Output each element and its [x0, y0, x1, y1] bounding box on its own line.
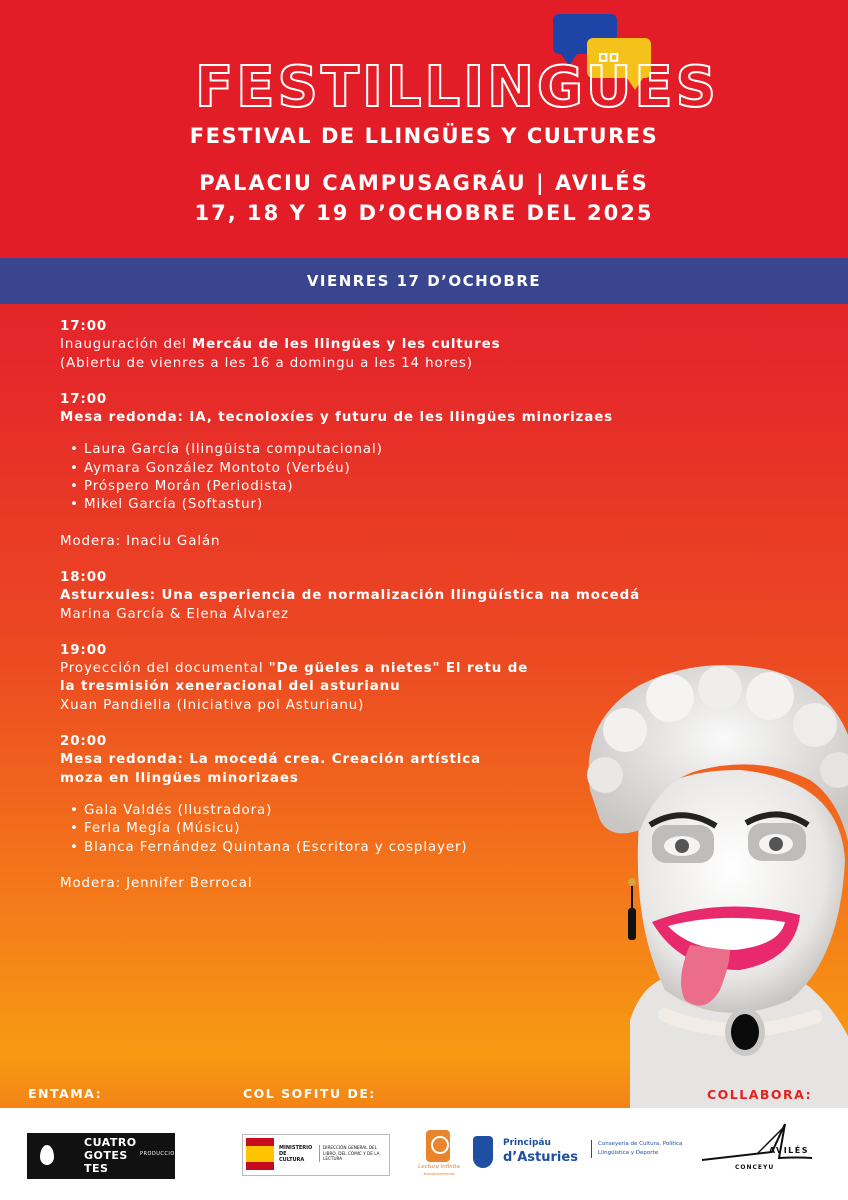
event-time: 19:00 [60, 642, 108, 658]
day-band: VIENRES 17 D’OCHOBRE [0, 258, 848, 304]
list-item: • Laura García (llingüista computacional) [70, 441, 700, 459]
dates: 17, 18 Y 19 D’OCHOBRE DEL 2025 [194, 201, 654, 225]
moderator: Modera: Inaciu Galán [60, 533, 221, 549]
cg-line: GOTES [84, 1149, 128, 1162]
principau-asturies-logo [473, 1134, 683, 1174]
moderator: Modera: Jennifer Berrocal [60, 875, 253, 891]
event-highlight: "De güeles a nietes" El retu de [268, 661, 529, 677]
event-title: Mesa redonda: IA, tecnoloxíes y futuru de les llingües minorizaes [60, 410, 614, 426]
event-line [60, 336, 700, 354]
lectura-infinita-icon [426, 1130, 450, 1162]
lectura-infinita-logo [418, 1130, 460, 1186]
drop-icon [40, 1145, 54, 1165]
festival-logo: FESTILLINGÜES [195, 55, 719, 120]
venue: PALACIU CAMPUSAGRÁU | AVILÉS [199, 171, 649, 195]
event-2 [60, 391, 700, 551]
event-presenters: Xuan Pandiella (Iniciativa pol Asturianu) [60, 697, 365, 713]
event-title: moza en llingües minorizaes [60, 770, 299, 786]
entama-label: ENTAMA: [28, 1086, 103, 1101]
festival-name: FESTIVAL DE LLINGÜES Y CULTURES [189, 124, 659, 148]
event-1 [60, 318, 700, 373]
event-line: (Abiertu de vienres a les 16 a domingu a les 14 hores) [60, 355, 473, 371]
lectura-infinita-tag: #porqueleeremos [423, 1172, 455, 1176]
list-item: • Blanca Fernández Quintana (Escritora y cosplayer) [70, 839, 700, 857]
producciones-text: PRODUCCIONES [140, 1151, 187, 1157]
event-time: 17:00 [60, 319, 108, 334]
lectura-infinita-text: Lectura Infinita [418, 1164, 460, 1170]
list-item: • Próspero Morán (Periodista) [70, 478, 700, 496]
cuatro-gotes-text [84, 1136, 137, 1175]
collabora-label: COLLABORA: [707, 1087, 813, 1102]
cg-line: TES [84, 1162, 109, 1175]
aviles-text: AVILÉS [768, 1146, 809, 1155]
event-text: Inauguración del [60, 337, 192, 353]
list-item: • Mikel García (Softastur) [70, 496, 700, 514]
event-title: Mesa redonda: La mocedá crea. Creación artística [60, 752, 482, 768]
cg-line: CUATRO [84, 1136, 137, 1149]
conceyu-text: CONCEYU [735, 1164, 775, 1171]
spain-coat-of-arms-icon [246, 1138, 274, 1170]
asturies-line2: d’Asturies [503, 1150, 578, 1165]
list-item: • Gala Valdés (Ilustradora) [70, 802, 700, 820]
event-3 [60, 569, 700, 624]
asturies-seal-icon [473, 1136, 493, 1168]
event-line: la tresmisión xeneracional del asturianu [60, 679, 401, 695]
cuatro-gotes-logo [27, 1133, 187, 1179]
asturies-line1: Principáu [503, 1138, 551, 1148]
event-presenters: Marina García & Elena Álvarez [60, 606, 289, 622]
sofitu-label: COL SOFITU DE: [243, 1086, 376, 1101]
event-time: 20:00 [60, 734, 108, 750]
list-item: • Ferla Megía (Músicu) [70, 820, 700, 838]
event-time: 18:00 [60, 569, 108, 585]
direccion-text: DIRECCIÓN GENERAL DEL LIBRO, DEL CÓMIC Y DE LA LECTURA [319, 1145, 391, 1162]
list-item: • Aymara González Montoto (Verbéu) [70, 460, 700, 478]
ministerio-text: MINISTERIO DE CULTURA [279, 1145, 313, 1163]
event-text: Proyección del documental [60, 661, 269, 677]
event-highlight: Mercáu de les llingües y les cultures [191, 337, 501, 353]
event-title: Asturxules: Una esperiencia de normalización llingüística na mocedá [60, 588, 641, 604]
statue-illustration-icon [570, 660, 848, 1110]
conseyeria-text: Conseyería de Cultura, Política Llingüística y Deporte [591, 1140, 688, 1158]
aviles-conceyu-logo [697, 1122, 817, 1178]
event-time: 17:00 [60, 391, 108, 407]
speaker-list [60, 441, 700, 514]
ministerio-cultura-logo [242, 1134, 390, 1176]
